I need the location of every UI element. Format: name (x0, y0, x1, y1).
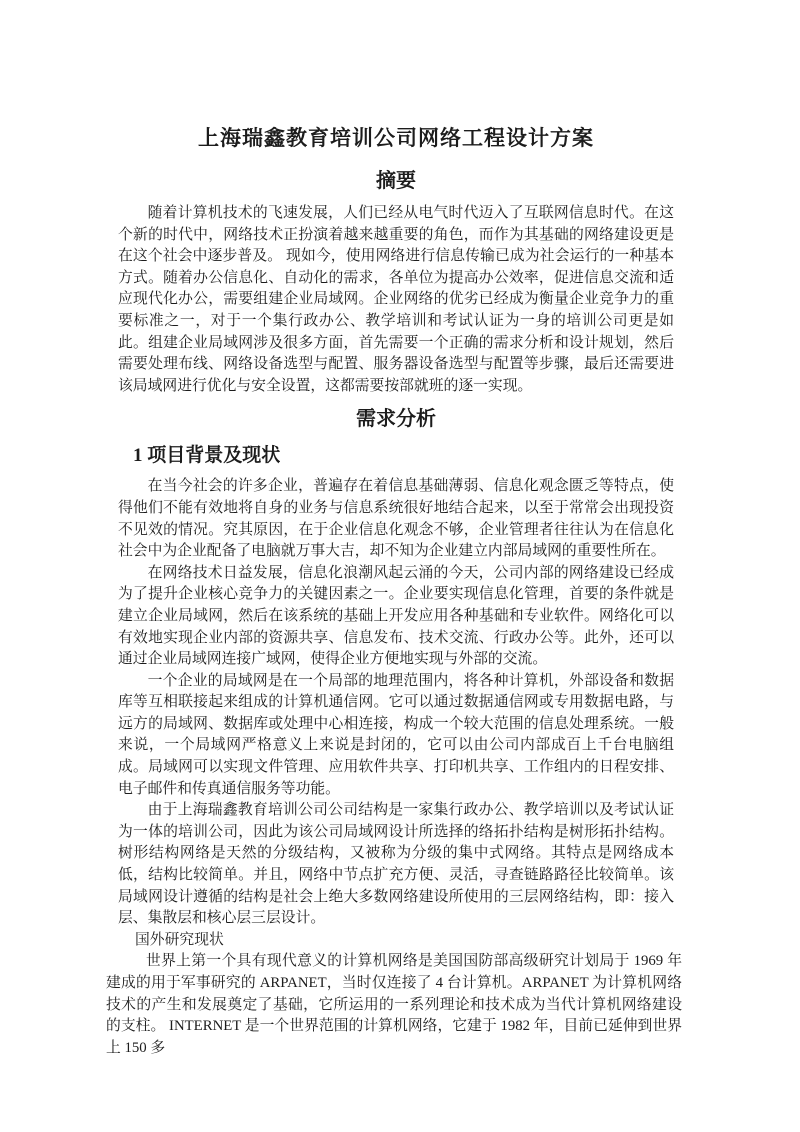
abstract-heading: 摘要 (376, 170, 416, 192)
section-1-paragraph-1: 在当今社会的许多企业，普遍存在着信息基础薄弱、信息化观念匮乏等特点，使得他们不能有效地将自身的业务与信息系统很好地结合起来，以至于常常会出现投资不见效的情况。究其原因，在于企业信息化观念不够，企业管理者往往认为在信息化社会中为企业配备了电脑就万事大吉，却不知为企业建立内部局域网的重要性所在。 (118, 478, 674, 560)
document-title: 上海瑞鑫教育培训公司网络工程设计方案 (198, 126, 594, 150)
foreign-research-paragraph: 世界上第一个具有现代意义的计算机网络是美国国防部高级研究计划局于 1969 年建成的用于军事研究的 ARPANET，当时仅连接了 4 台计算机。ARPANET 为计算机网络技术的产生和发展奠定了基础，它所运用的一系列理论和技术成为当代计算机网络建设的支柱。 INTERNET 是一个世界范围的计算机网络，它建于 1982 年，目前已延伸到世界上 150 多 (106, 953, 682, 1056)
document-content (106, 126, 682, 1059)
section-1-paragraph-3: 一个企业的局域网是在一个局部的地理范围内，将各种计算机，外部设备和数据库等互相联接起来组成的计算机通信网。它可以通过数据通信网或专用数据电路，与远方的局域网、数据库或处理中心相连接，构成一个较大范围的信息处理系统。一般来说，一个局域网严格意义上来说是封闭的，它可以由公司内部成百上千台电脑组成。局域网可以实现文件管理、应用软件共享、打印机共享、工作组内的日程安排、电子邮件和传真通信服务等功能。 (118, 672, 674, 797)
section-1-heading: 1 项目背景及现状 (133, 445, 281, 467)
section-1-paragraph-2: 在网络技术日益发展，信息化浪潮风起云涌的今天，公司内部的网络建设已经成为了提升企业核心竞争力的关键因素之一。企业要实现信息化管理，首要的条件就是建立企业局域网，然后在该系统的基础上开发应用各种基础和专业软件。网络化可以有效地实现企业内部的资源共享、信息发布、技术交流、行政办公等。此外，还可以通过企业局域网连接广域网，使得企业方便地实现与外部的交流。 (118, 564, 674, 668)
foreign-research-status-subheading: 国外研究现状 (135, 931, 224, 948)
section-1-paragraph-4: 由于上海瑞鑫教育培训公司公司结构是一家集行政办公、教学培训以及考试认证为一体的培训公司，因此为该公司局域网设计所选择的络拓扑结构是树形拓扑结构。树形结构网络是天然的分级结构，又被称为分级的集中式网络。其特点是网络成本低，结构比较简单。并且，网络中节点扩充方便、灵活，寻查链路路径比较简单。该局域网设计遵循的结构是社会上绝大多数网络建设所使用的三层网络结构，即：接入层、集散层和核心层三层设计。 (118, 802, 674, 927)
requirements-analysis-heading: 需求分析 (356, 408, 436, 431)
abstract-paragraph: 随着计算机技术的飞速发展，人们已经从电气时代迈入了互联网信息时代。在这个新的时代中，网络技术正扮演着越来越重要的角色，而作为其基础的网络建设更是在这个社会中逐步普及。 现如今，使用网络进行信息传输已成为社会运行的一种基本方式。随着办公信息化、自动化的需求，各单位为提高办公效率，促进信息交流和适应现代化办公，需要组建企业局域网。企业网络的优劣已经成为衡量企业竞争力的重要标准之一，对于一个集行政办公、教学培训和考试认证为一身的培训公司更是如此。组建企业局域网涉及很多方面，首先需要一个正确的需求分析和设计规划，然后需要处理布线、网络设备选型与配置、服务器设备选型与配置等步骤，最后还需要进该局域网进行优化与安全设置，这都需要按部就班的逐一实现。 (118, 205, 674, 394)
